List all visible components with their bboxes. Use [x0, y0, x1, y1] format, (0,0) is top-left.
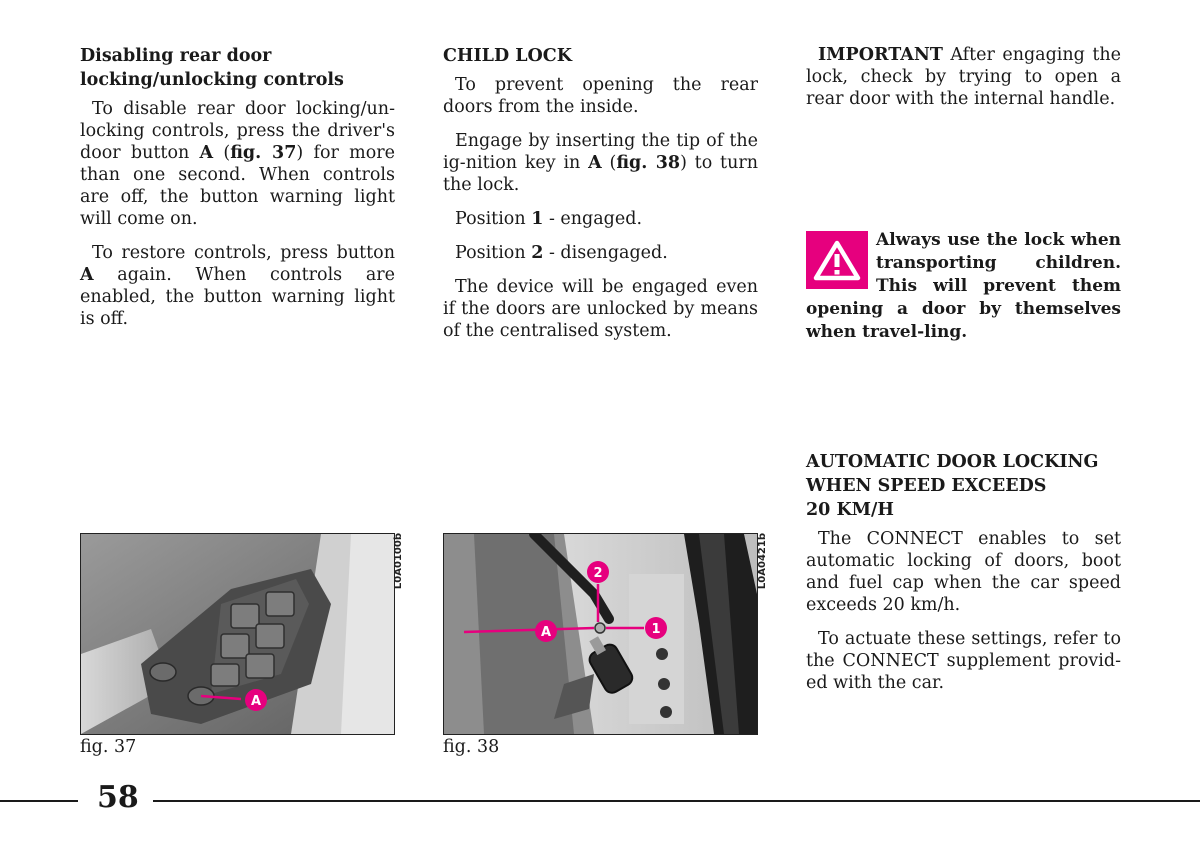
page-number: 58	[97, 780, 139, 815]
column-important	[806, 44, 1121, 122]
figure-38-child-lock	[443, 533, 758, 735]
heading-line-1: AUTOMATIC DOOR LOCKING	[806, 452, 1099, 472]
paragraph-purpose: To prevent opening the rear doors from the inside.	[443, 75, 758, 117]
figure-label-a: A	[540, 625, 552, 640]
figure-code-37: L0A0100b	[393, 533, 404, 590]
text: ) to turn the lock.	[443, 153, 758, 195]
figure-label-a: A	[250, 694, 262, 709]
figure-caption-37: fig. 37	[80, 737, 137, 757]
text: (	[213, 143, 231, 163]
figure-caption-38: fig. 38	[443, 737, 500, 757]
paragraph-important	[806, 44, 1121, 110]
footer-rule-left	[0, 800, 78, 802]
position-ref: 1	[531, 209, 544, 229]
paragraph-connect: The CONNECT enables to set automatic locking of doors, boot and fuel cap when the car speed exceeds 20 km/h.	[806, 529, 1121, 615]
figure-37-door-controls	[80, 533, 395, 735]
section-heading-automatic	[806, 450, 1121, 522]
warning-block	[806, 229, 1121, 344]
heading-line-1: Disabling rear door	[80, 46, 272, 66]
heading-line-3: 20 KM/H	[806, 500, 894, 520]
warning-triangle-icon	[806, 231, 868, 289]
text: Engage by inserting the tip of the ig-nition key in	[443, 131, 758, 173]
button-ref: A	[199, 143, 214, 163]
text: (	[601, 153, 617, 173]
text: - disengaged.	[543, 243, 668, 263]
button-ref: A	[80, 265, 94, 285]
text: - engaged.	[543, 209, 643, 229]
figure-label-2: 2	[593, 566, 603, 581]
key-slot-ref: A	[588, 153, 602, 173]
text: Position	[455, 243, 532, 263]
paragraph-disable-controls	[80, 98, 395, 230]
paragraph-centralised: The device will be engaged even if the doors are unlocked by means of the centralised system.	[443, 277, 758, 341]
heading-line-2: WHEN SPEED EXCEEDS	[806, 476, 1047, 496]
footer-rule-right	[153, 800, 1200, 802]
warning-text: Always use the lock when transporting children. This will prevent them opening a door by themselves when travel-ling.	[806, 230, 1121, 342]
text: again. When controls are enabled, the button warning light is off.	[80, 265, 395, 329]
important-label: IMPORTANT	[818, 45, 943, 65]
figure-ref: fig. 38	[616, 153, 681, 173]
paragraph-restore-controls	[80, 242, 395, 330]
figure-ref: fig. 37	[230, 143, 297, 163]
paragraph-position-2	[443, 242, 758, 264]
paragraph-engage	[443, 130, 758, 196]
column-disabling-rear-door	[80, 44, 395, 342]
paragraph-position-1	[443, 208, 758, 230]
column-child-lock	[443, 44, 758, 354]
text: After engaging the lock, check by trying to open a rear door with the internal handle.	[806, 45, 1121, 109]
position-ref: 2	[531, 243, 544, 263]
section-automatic-locking	[806, 450, 1121, 706]
text: ) for more than one second. When controls are off, the button warning light will come on.	[80, 143, 395, 229]
figure-code-38: L0A0421b	[757, 533, 768, 590]
figure-label-1: 1	[651, 622, 661, 637]
section-heading-disabling	[80, 44, 395, 92]
paragraph-connect-supplement: To actuate these settings, refer to the CONNECT supplement provid-ed with the car.	[806, 629, 1121, 693]
text: To disable rear door locking/un-locking controls, press the driver's door button	[80, 99, 395, 163]
text: Position	[455, 209, 532, 229]
text: To restore controls, press button	[92, 243, 395, 263]
section-heading-child-lock: CHILD LOCK	[443, 46, 572, 66]
heading-line-2: locking/unlocking controls	[80, 70, 344, 90]
